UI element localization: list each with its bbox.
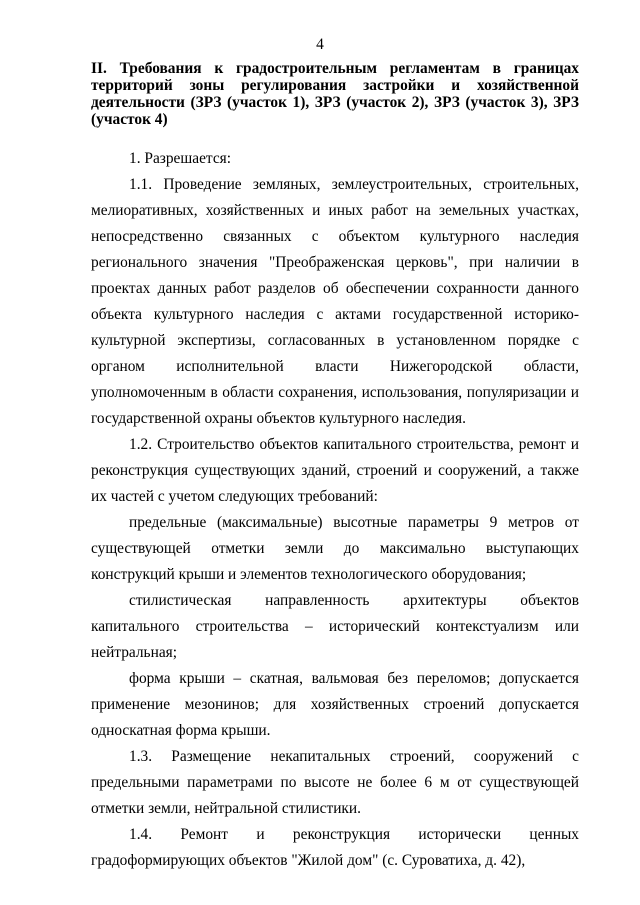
paragraph-roof: форма крыши – скатная, вальмовая без переломов; допускается применение мезонинов; для хозяйственных строений допускается односкатная форма крыши. xyxy=(91,670,579,739)
paragraph-style: стилистическая направленность архитектуры объектов капитального строительства – исторический контекстуализм или нейтральная; xyxy=(91,592,579,661)
section-heading: II. Требования к градостроительным регламентам в границах территорий зоны регулирования застройки и хозяйственной деятельности (ЗРЗ (участок 1), ЗРЗ (участок 2), ЗРЗ (участок 3), ЗРЗ (участок 4) xyxy=(91,60,579,128)
page-number: 4 xyxy=(316,36,324,53)
paragraph-1-2: 1.2. Строительство объектов капитального строительства, ремонт и реконструкция существующих зданий, строений и сооружений, а также их частей с учетом следующих требований: xyxy=(91,436,579,505)
paragraph-permitted: 1. Разрешается: xyxy=(129,150,232,167)
paragraph-1-3: 1.3. Размещение некапитальных строений, сооружений с предельными параметрами по высоте не более 6 м от существующей отметки земли, нейтральной стилистики. xyxy=(91,748,579,817)
paragraph-1-4: 1.4. Ремонт и реконструкция исторически ценных градоформирующих объектов "Жилой дом" (с. Суроватиха, д. 42), xyxy=(91,826,579,869)
paragraph-1-1: 1.1. Проведение земляных, землеустроительных, строительных, мелиоративных, хозяйственных и иных работ на земельных участках, непосредственно связанных с объектом культурного наследия регионального значения "Преображенская церковь", при наличии в проектах данных работ разделов об обеспечении сохранности данного объекта культурного наследия с актами государственной историко-культурной экспертизы, согласованных в установленном порядке с органом исполнительной власти Нижегородской области, уполномоченным в области сохранения, использования, популяризации и государственной охраны объектов культурного наследия. xyxy=(91,176,579,427)
paragraph-height-limit: предельные (максимальные) высотные параметры 9 метров от существующей отметки земли до максимально выступающих конструкций крыши и элементов технологического оборудования; xyxy=(91,514,579,583)
document-body xyxy=(91,146,579,874)
